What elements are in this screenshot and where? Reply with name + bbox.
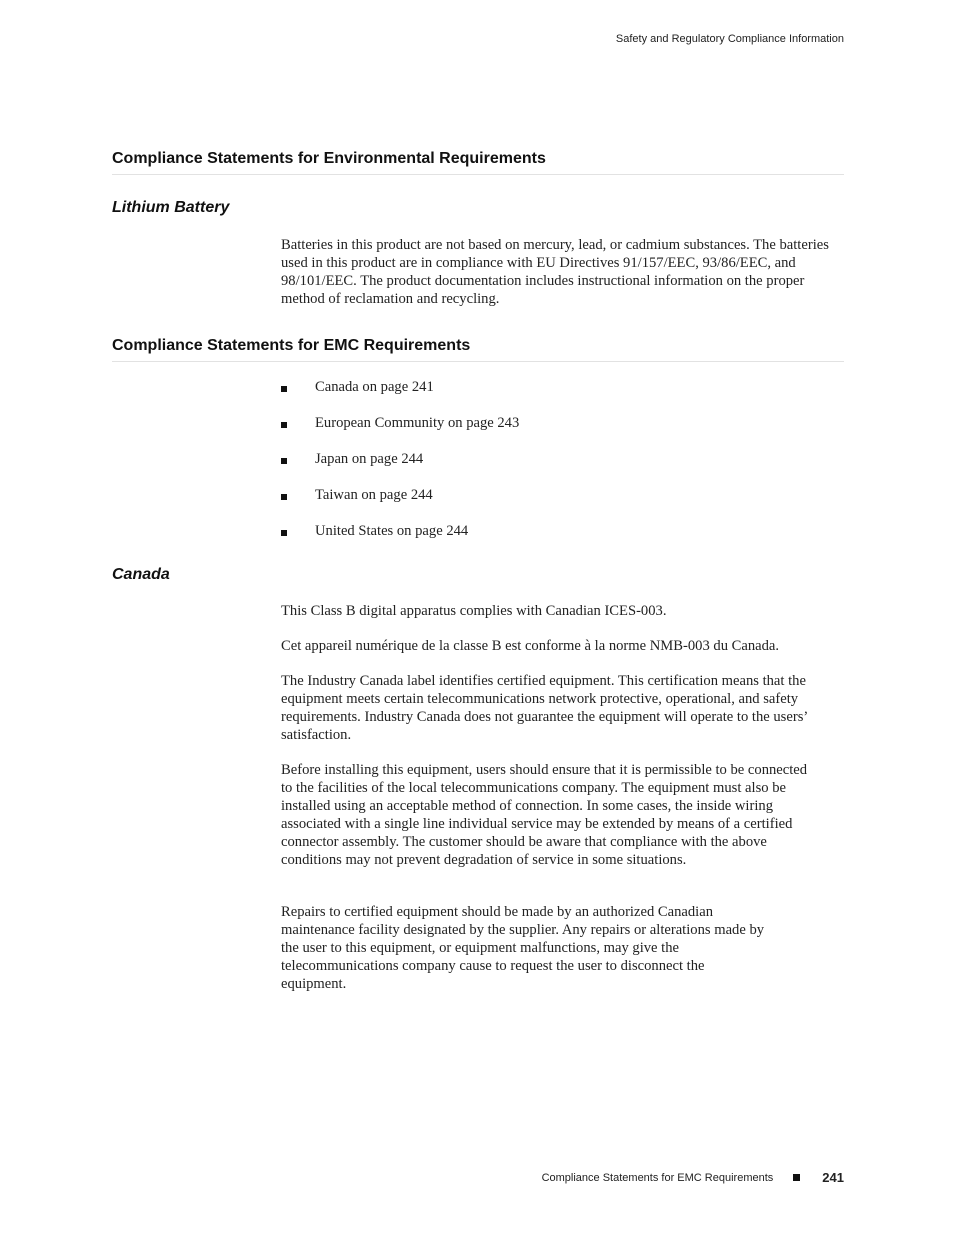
list-item[interactable] (281, 450, 519, 486)
page-footer (542, 1170, 844, 1185)
lithium-battery-paragraph: Batteries in this product are not based on mercury, lead, or cadmium substances. The batteries used in this product are in compliance with EU Directives 91/157/EEC, 93/86/EEC, and 98/101/EEC. The product documentation includes instructional information on the proper method of reclamation and recycling. (281, 237, 829, 307)
list-item-link[interactable]: Taiwan on page 244 (315, 487, 433, 503)
running-header: Safety and Regulatory Compliance Information (615, 33, 844, 45)
list-item-link[interactable]: European Community on page 243 (315, 415, 520, 431)
list-item-link[interactable]: Canada on page 241 (315, 379, 434, 395)
bullet-square-icon (281, 422, 287, 428)
footer-section-title: Compliance Statements for EMC Requirements (541, 1171, 774, 1184)
bullet-square-icon (281, 458, 287, 464)
canada-paragraph-label: The Industry Canada label identifies certified equipment. This certification means that the equipment meets certain telecommunications network protective, operational, and safety requirements. Industry Canada does not guarantee the equipment will operate to the users’ satisfaction. (281, 673, 808, 743)
list-item[interactable] (281, 378, 519, 414)
page-number: 241 (822, 1170, 844, 1185)
list-item-link[interactable]: United States on page 244 (315, 523, 469, 539)
environmental-heading: Compliance Statements for Environmental Requirements (112, 150, 844, 175)
bullet-square-icon (281, 530, 287, 536)
canada-paragraph-installation: Before installing this equipment, users should ensure that it is permissible to be connected to the facilities of the local telecommunications company. The equipment must also be installed using an acceptable method of connection. In some cases, the inside wiring associated with a single line individual service may be extended by means of a certified connector assembly. The customer should be aware that compliance with the above conditions may not prevent degradation of service in some situations. (281, 762, 808, 868)
canada-paragraph-ices: This Class B digital apparatus complies with Canadian ICES-003. (281, 603, 667, 619)
canada-paragraph-repairs: Repairs to certified equipment should be made by an authorized Canadian maintenance facility designated by the supplier. Any repairs or alterations made by the user to this equipment, or equipment malfunctions, may give the telecommunications company cause to request the user to disconnect the equipment. (281, 904, 765, 992)
list-item[interactable] (281, 522, 519, 558)
canada-paragraph-nmb: Cet appareil numérique de la classe B est conforme à la norme NMB-003 du Canada. (281, 638, 780, 654)
list-item-link[interactable]: Japan on page 244 (315, 451, 424, 467)
footer-separator-icon (793, 1174, 800, 1181)
emc-cross-reference-list (281, 378, 519, 558)
emc-heading: Compliance Statements for EMC Requirements (112, 337, 844, 362)
bullet-square-icon (281, 386, 287, 392)
list-item[interactable] (281, 414, 519, 450)
lithium-battery-heading: Lithium Battery (112, 199, 230, 216)
bullet-square-icon (281, 494, 287, 500)
list-item[interactable] (281, 486, 519, 522)
canada-heading: Canada (112, 566, 170, 583)
